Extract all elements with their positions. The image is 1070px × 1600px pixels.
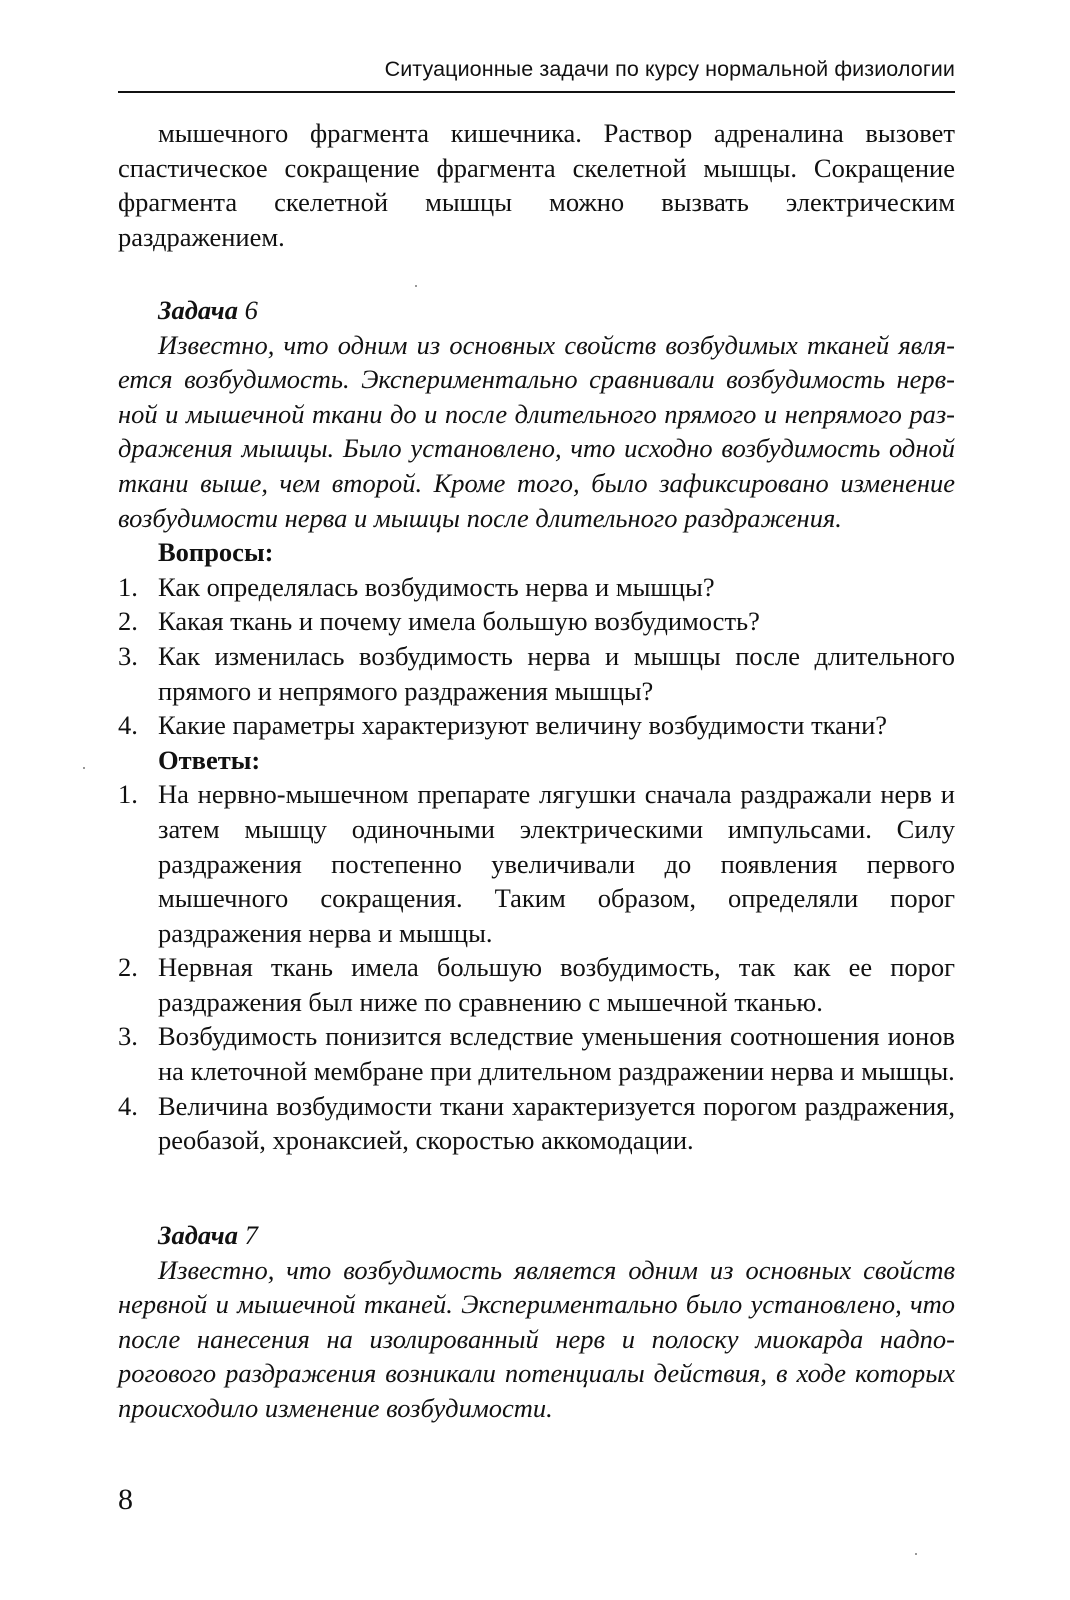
task-7: [118, 1218, 955, 1426]
page-number: 8: [118, 1483, 133, 1516]
task-6-answers-list: [118, 777, 955, 1158]
answer-item: [118, 777, 955, 950]
question-number: 1.: [118, 571, 138, 602]
answer-item: [118, 950, 955, 1019]
answer-item: [118, 1019, 955, 1088]
question-item: [118, 708, 955, 743]
scan-speck: [415, 285, 417, 287]
answer-number: 4.: [118, 1090, 138, 1121]
answer-text: На нервно-мышечном препарате лягушки сначала раздражали нерв и затем мышцу одиночными электрическими импульсами. Силу раздражения постепенно увеличивали до появления первого мышечного сокращения. Таким образом, определяли порог раздражения нерва и мышцы.: [158, 779, 955, 948]
task-6-title-word: Задача: [158, 295, 238, 325]
question-text: Какие параметры характеризуют величину возбудимости ткани?: [158, 710, 888, 741]
intro-paragraph: мышечного фрагмента кишечника. Раствор адреналина вызовет спастическое сокращение фрагмента скелетной мышцы. Сокращение фрагмента скелетной мышцы можно вызвать электрическим раздражением.: [118, 118, 955, 252]
question-item: [118, 604, 955, 639]
task-6-questions-heading: Вопросы:: [158, 537, 274, 568]
task-7-title-number: 7: [244, 1220, 258, 1250]
answer-number: 3.: [118, 1021, 138, 1052]
question-number: 2.: [118, 606, 138, 637]
task-6-condition: Известно, что одним из основных свойств возбудимых тканей является возбудимость. Экспериментально сравнивали возбудимость нервной и мышечной ткани до и после длительного прямого и непрямого раздражения мышцы. Было установлено, что исходно возбудимость одной ткани выше, чем второй. Кроме того, было зафиксировано изменение возбудимости нерва и мышцы после длительного раздражения.: [118, 329, 955, 533]
task-6-questions-list: [118, 570, 955, 743]
scan-speck: [915, 1553, 917, 1555]
scan-speck: [83, 767, 85, 769]
task-7-title: [118, 1218, 955, 1253]
answer-item: [118, 1089, 955, 1158]
question-text: Как изменилась возбудимость нерва и мышцы после длительного прямого и непрямого раздражения мышцы?: [158, 640, 955, 706]
question-text: Как определялась возбудимость нерва и мышцы?: [158, 571, 715, 602]
question-text: Какая ткань и почему имела большую возбудимость?: [158, 606, 760, 637]
task-7-condition: Известно, что возбудимость является одним из основных свойств нервной и мышечной тканей. Экспериментально было установлено, что после нанесения на изолированный нерв и полоску миокарда надпорогового раздражения возникали потенциалы действия, в ходе которых происходило изменение возбудимости.: [118, 1254, 955, 1423]
task-6-answers-heading: Ответы:: [158, 744, 261, 775]
answer-number: 1.: [118, 779, 138, 810]
answer-number: 2.: [118, 952, 138, 983]
task-7-title-word: Задача: [158, 1220, 238, 1250]
task-6-title: [118, 293, 955, 328]
answer-text: Нервная ткань имела большую возбудимость, так как ее порог раздражения был ниже по сравнению с мышечной тканью.: [158, 952, 955, 1017]
question-item: [118, 639, 955, 708]
header-rule: [118, 91, 955, 93]
answer-text: Возбудимость понизится вследствие уменьшения соотношения ионов на клеточной мембране при длительном раздражении нерва и мышцы.: [158, 1021, 955, 1087]
question-number: 4.: [118, 710, 138, 741]
task-6-title-number: 6: [244, 295, 258, 325]
answer-text: Величина возбудимости ткани характеризуется порогом раздражения, реобазой, хронаксией, скоростью аккомодации.: [158, 1090, 955, 1156]
intro-block: [118, 116, 955, 254]
question-number: 3.: [118, 640, 138, 671]
task-6: [118, 293, 955, 1158]
running-header: Ситуационные задачи по курсу нормальной физиологии: [384, 57, 955, 81]
question-item: [118, 570, 955, 605]
